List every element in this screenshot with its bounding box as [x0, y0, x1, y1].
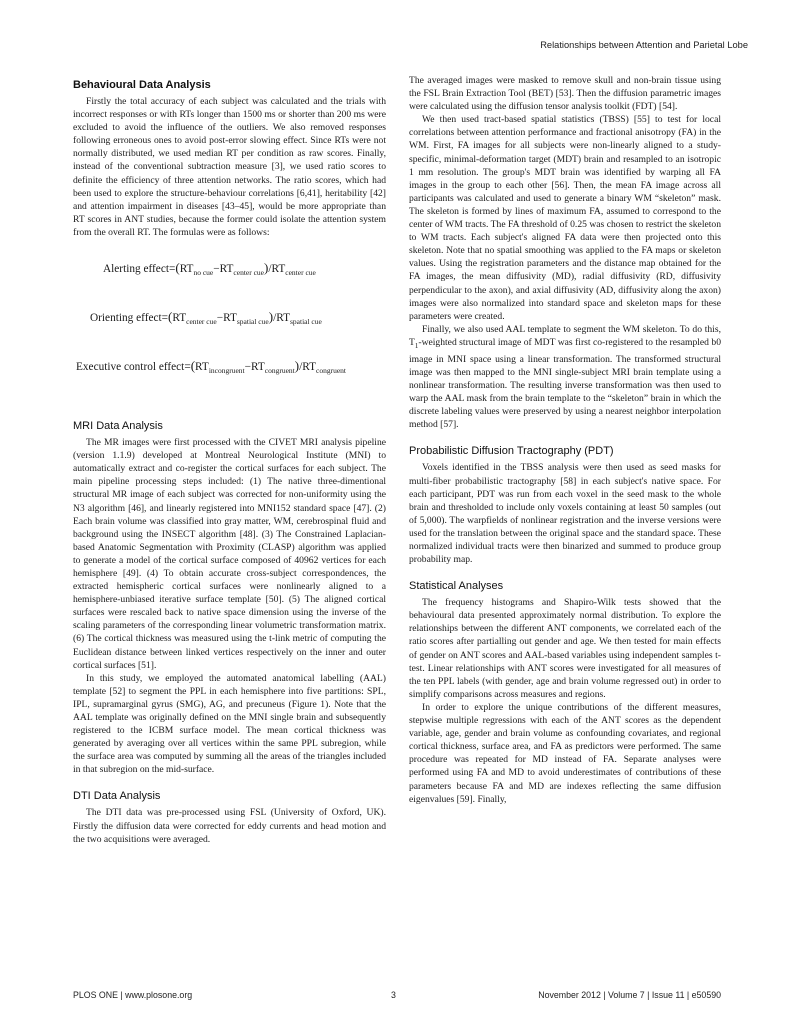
mri-paragraph-2: In this study, we employed the automated anatomical labelling (AAL) template [52] to segment the PPL in each hemisphere into five partitions: SPL, IPL, supramarginal gyrus (SMG), AG, and precuneus (Figure 1). Note that the AAL template was originally defined on the MNI single brain and subsequently registered to the ICBM surface model. The mean cortical thickness was generated by averaging over all vertices within the same PPL subregion, while the surface area was computed by summing all the areas of the triangles included in that subregion on the mid-surface.: [73, 672, 386, 776]
behavioural-paragraph-1: Firstly the total accuracy of each subject was calculated and the trials with incorrect responses or with RTs longer than 1500 ms or shorter than 200 ms were excluded to avoid the influence of the outliers. We also removed responses following erroneous ones to avoid post-error slowing effect. Since RTs were not normally distributed, we used median RT per condition as raw scores. Finally, instead of the conventional subtraction measure [3], we used ratio scores to definite the efficiency of three attention networks. The ratio scores, which had been used to explore the structure-behaviour correlations [6,41], heritability [42] and attention impairment in diseases [43–45], would be more appropriate than RT scores in ANT studies, because the former could isolate the attention system from the overall RT. The formulas were as follows:: [73, 96, 386, 238]
heading-mri-data-analysis: MRI Data Analysis: [73, 420, 163, 433]
running-title: Relationships between Attention and Parietal Lobe: [540, 40, 748, 50]
statistics-paragraph-1: The frequency histograms and Shapiro-Wilk tests showed that the behavioural data presented approximately normal distribution. To explore the relationships between the different ANT components, we correlated each of the ratio scores after partialling out gender and age. We then tested for main effects of gender on ANT scores and AAL-based variables using independent samples t-test. Linear relationships with ANT scores were investigated for all measures of the ten PPL labels (with gender, age and brain volume regressed out) in order to simplify comparisons across measures and regions.: [409, 597, 721, 700]
formula-alerting-label: Alerting effect: [103, 263, 169, 276]
mri-paragraph-1: The MR images were first processed with the CIVET MRI analysis pipeline (version 1.1.9) developed at Montreal Neurological Institute (MNI) to automatically extract and co-register the cortical surfaces for each subject. The main pipeline processing steps included: (1) The native three-dimentional structural MR image of each subject was corrected for non-uniformity using the N3 algorithm [46], and linearly registered into MNI152 standard space [47]. (2) Each brain volume was classified into gray matter, WM, cerebrospinal fluid and background using the INSECT algorithm [48]. (3) The Constrained Laplacian-based Anatomic Segmentation with Proximity (CLASP) algorithm was applied to generate a model of the cortical surface composed of 40962 vertices for each hemisphere [49]. (4) To obtain accurate cross-subject correspondences, the extracted hemispheric cortical surfaces were nonlinearly aligned to a hemisphere-unbiased iterative surface template [50]. (5) The aligned cortical surfaces were rescaled back to native space dimension using the inverse of the scaling parameters of the corresponding linear volumetric transformation matrix. (6) The cortical thickness was measured using the t-link metric of computing the Euclidean distance between linked vertices respectively on the inner and outer cortical surfaces [51].: [73, 437, 386, 671]
footer-issue: November 2012 | Volume 7 | Issue 11 | e50590: [538, 990, 721, 1000]
formula-alerting-effect: Alerting $effect=(RT_{no cue}-RT_{center cue})/RT_{center cue}$: [103, 260, 316, 278]
formula-executive-label: Executive control effect: [76, 361, 185, 374]
formula-orienting-label: Orienting effect: [90, 312, 162, 325]
heading-statistical-analyses: Statistical Analyses: [409, 580, 504, 593]
right-column: [409, 74, 721, 806]
tbss-paragraph: We then used tract-based spatial statistics (TBSS) [55] to test for local correlations between attention performance and fractional anisotropy (FA) in the WM. First, FA images for all subjects were non-linearly aligned to a study-specific, minimal-deformation target (MDT) brain and resampled to an isotropic 1 mm resolution. The group's MDT brain was identified by warping all FA images in the group to each other [56]. Then, the mean FA image across all participants was calculated and used to generate a binary WM “skeleton” mask. The skeleton is formed by lines of maximum FA, assumed to correspond to the center of WM tracts. The FA threshold of 0.25 was chosen to restrict the skeleton to WM tracts. Each subject's aligned FA data were then projected onto this skeleton. Note that no spatial smoothing was applied to the FA maps or skeleton values. Using the registration parameters and the distance map obtained for the FA images, the mean diffusivity (MD), radial diffusivity (RD, diffusivity perpendicular to the axon), and axial diffusivity (AD, diffusivity along the axon) images were also normalized into standard space and skeleton maps for these parameters were created.: [409, 114, 721, 322]
statistics-paragraph-2: In order to explore the unique contributions of the different measures, stepwise multiple regressions with each of the ANT scores as the dependent variable, age, gender and brain volume as confounding covariates, and regional cortical thickness, surface area, and FA as predictors were performed. The same procedure was repeated for MD instead of FA. Separate analyses were performed using FA and MD to avoid underestimates of contributions of these parameters because FA and MD are indexes reflecting the same diffusion eigenvalues [59]. Finally,: [409, 701, 721, 805]
footer-page-number: 3: [391, 990, 396, 1000]
heading-dti-data-analysis: DTI Data Analysis: [73, 790, 161, 803]
formula-executive-control-effect: Executive control $effect=(RT_{incongruent}-RT_{congruent})/RT_{congruent}$: [76, 358, 347, 376]
left-column: [73, 78, 386, 846]
dti-paragraph-1: The DTI data was pre-processed using FSL (University of Oxford, UK). Firstly the diffusion data were corrected for eddy currents and head motion and the two acquisitions were averaged.: [73, 807, 386, 845]
formula-orienting-effect: Orienting $effect=(RT_{center cue}-RT_{spatial cue})/RT_{spatial cue}$: [90, 309, 322, 327]
footer-journal: PLOS ONE | www.plosone.org: [73, 990, 193, 1000]
heading-probabilistic-diffusion-tractography: Probabilistic Diffusion Tractography (PDT): [409, 445, 614, 458]
aal-skeleton-paragraph: Finally, we also used AAL template to segment the WM skeleton. To do this, $T_1$-weighted structural image of MDT was first co-registered to the resampled b0 image in MNI space using a linear transformation. The transformed structural image was then mapped to the MNI single-subject MRI brain template using a nonlinear transformation. The resulting inverse transformation was then used to warp the AAL mask from the brain template to the “skeleton” brain in which the discrete labeling values were preserved by using a nearest neighbor interpolation method [57].: [409, 323, 721, 431]
heading-behavioural-data-analysis: Behavioural Data Analysis: [73, 79, 211, 91]
pdt-paragraph-1: Voxels identified in the TBSS analysis were then used as seed masks for multi-fiber probabilistic tractography [58] in each subject's native space. For each participant, PDT was run from each voxel in the seed mask to the whole brain and thresholded to include only voxels containing at least 50 samples (out of 5,000). The warpfields of nonlinear registration and the inverse versions were used for the translation between the original space and the standard space. These normalized individual tracts were then binarized and summed to produce group probability map.: [409, 462, 721, 566]
dti-paragraph-continued: The averaged images were masked to remove skull and non-brain tissue using the FSL Brain Extraction Tool (BET) [53]. Then the diffusion parametric images were calculated using the diffusion tensor analysis toolkit (FDT) [54].: [409, 75, 721, 113]
